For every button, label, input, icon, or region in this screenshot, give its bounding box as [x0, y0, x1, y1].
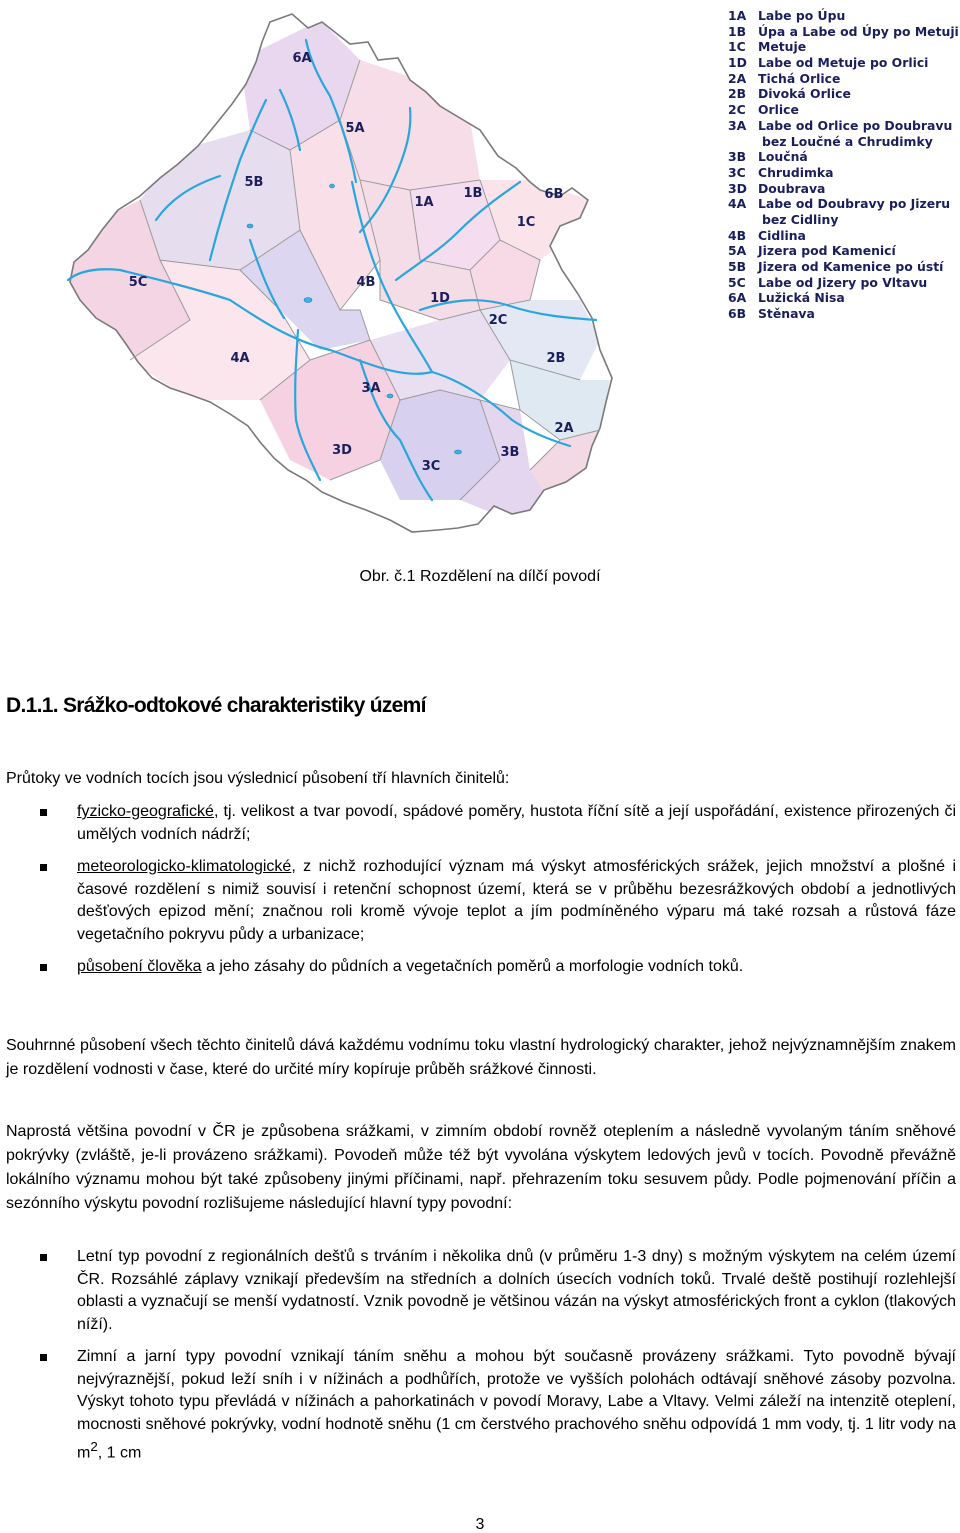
legend-row — [728, 196, 960, 212]
legend-row — [728, 212, 960, 228]
region-label-4b: 4B — [356, 275, 376, 290]
legend-code: 6A — [728, 290, 747, 306]
factor-item — [6, 956, 956, 979]
legend-code: 3D — [728, 180, 747, 196]
legend-row — [728, 243, 960, 259]
legend-code: 3B — [728, 149, 747, 165]
region-label-1b: 1B — [463, 186, 483, 201]
legend-row — [728, 275, 960, 291]
flood-type-text: Zimní a jarní typy povodní vznikají táním sněhu a mohou být současně provázeny srážkami. Tyto povodně bývají nejvýraznější, pokud leží sníh i v nížinách a podhůřích, protože ve vyšších polohách odtávají sněhové zásoby pozvolna. Výskyt tohoto typu převládá v nížinách a pahorkatinách v povodí Moravy, Labe a Vltavy. Velmi záleží na intenzitě oteplení, mocnosti sněhové pokrývky, vodní hodnotě sněhu (1 cm čerstvého prachového sněhu odpovídá 1 mm vody, tj. 1 litr vody na m — [77, 1348, 956, 1462]
legend-code: 5A — [728, 243, 747, 259]
legend-name: bez Cidliny — [762, 211, 839, 227]
region-label-5c: 5C — [128, 275, 148, 290]
legend-row — [728, 102, 960, 118]
legend-row — [728, 181, 960, 197]
legend-code: 6B — [728, 306, 747, 322]
legend-row — [728, 306, 960, 322]
legend-name: Jizera od Kamenice po ústí — [758, 259, 944, 274]
legend-code — [728, 134, 758, 150]
region-label-3a: 3A — [361, 381, 381, 396]
legend-name: Jizera pod Kamenicí — [758, 243, 896, 259]
intro-paragraph: Průtoky ve vodních tocích jsou výslednicí působení tří hlavních činitelů: — [6, 770, 510, 787]
legend-row — [728, 290, 960, 306]
bullet-icon — [40, 1254, 47, 1261]
region-label-5a: 5A — [345, 121, 365, 136]
paragraph-flood-causes: Naprostá většina povodní v ČR je způsobena srážkami, v zimním období rovněž oteplením a následně vyvolaným táním sněhové pokrývky (zvláště, je-li provázeno srážkami). Povodeň může též být vyvolána výskytem ledových jevů v tocích. Povodně převážně lokálního významu mohou být také způsobeny jinými příčinami, např. přehrazením toku sesuvem půdy. Podle pojmenování příčin a sezónního výskytu povodní rozlišujeme následující hlavní typy povodní: — [6, 1123, 956, 1212]
factors-list — [6, 801, 956, 979]
page-number: 3 — [475, 1516, 485, 1533]
factor-item — [6, 801, 956, 846]
legend-code: 3A — [728, 117, 747, 133]
legend-name: Orlice — [758, 102, 799, 118]
legend-name: Chrudimka — [758, 164, 834, 180]
legend-name: Labe od Doubravy po Jizeru — [758, 196, 951, 212]
paragraph-summary: Souhrnné působení všech těchto činitelů dává každému vodnímu toku vlastní hydrologický charakter, jehož nejvýznamnějším znakem je rozdělení vodnosti v čase, které do určité míry kopíruje průběh srážkové činnosti. — [6, 1037, 956, 1078]
legend-row — [728, 39, 960, 55]
region-label-1c: 1C — [516, 215, 536, 230]
bullet-icon — [40, 809, 47, 816]
legend-row — [728, 165, 960, 181]
factor-term: působení člověka — [77, 958, 202, 975]
factor-text: , tj. velikost a tvar povodí, spádové poměry, hustota říční sítě a její uspořádání, existence přirozených či umělých vodních nádrží; — [77, 803, 956, 843]
legend-code: 5B — [728, 259, 747, 274]
flood-types-list — [6, 1246, 956, 1465]
figure-caption: Obr. č.1 Rozdělení na dílčí povodí — [359, 568, 601, 585]
flood-type-text: Letní typ povodní z regionálních dešťů s trváním i několika dnů (v průměru 1-3 dny) s možným výskytem na celém území ČR. Rozsáhlé záplavy vznikají především na středních a dolních úsecích vodních toků. Trvalé deště postihují rozlehlejší oblasti a vyznačují se menší vydatností. Vznik povodně je většinou vázán na výskyt atmosférických front a cyklon (tlakových níží). — [77, 1248, 956, 1333]
legend-name: Labe od Metuje po Orlici — [758, 55, 929, 71]
legend-code: 1D — [728, 55, 747, 71]
flood-type-text-end: , 1 cm — [97, 1444, 142, 1462]
factor-term: fyzicko-geografické — [77, 803, 214, 820]
legend-code: 4A — [728, 196, 747, 212]
legend-name: Cidlina — [758, 227, 806, 243]
legend-row — [728, 86, 960, 102]
region-label-3c: 3C — [421, 459, 441, 474]
legend-code: 2C — [728, 102, 746, 118]
legend-code: 1A — [728, 8, 747, 23]
legend-name: Úpa a Labe od Úpy po Metuji — [758, 23, 959, 39]
legend-code: 1C — [728, 39, 746, 55]
superscript: 2 — [90, 1439, 98, 1454]
factor-text: , z nichž rozhodující význam má výskyt atmosférických srážek, jejich množství a plošné i časové rozdělení s nimiž souvisí i retenční schopnost území, která se v průběhu bezesrážkových období a jednotlivých dešťových epizod mění; značnou roli kromě vývoje teplot a jím podmíněného výparu má také rozsah a růstová fáze vegetačního pokryvu půdy a urbanizace; — [77, 858, 956, 943]
legend-row — [728, 259, 960, 275]
legend-code: 3C — [728, 164, 746, 180]
legend-code — [728, 212, 758, 228]
bullet-icon — [40, 864, 47, 871]
legend-name: bez Loučné a Chrudimky — [762, 133, 933, 149]
legend-name: Tichá Orlice — [758, 70, 841, 86]
legend-row — [728, 71, 960, 87]
flood-type-item — [6, 1246, 956, 1336]
legend-name: Lužická Nisa — [758, 290, 845, 306]
region-label-2a: 2A — [554, 421, 574, 436]
basin-map — [60, 0, 959, 555]
legend-code: 5C — [728, 274, 746, 290]
legend-code: 2B — [728, 86, 747, 102]
bullet-icon — [40, 964, 47, 971]
legend-code: 4B — [728, 227, 747, 243]
region-label-5b: 5B — [244, 175, 264, 190]
bullet-icon — [40, 1354, 47, 1361]
legend-row — [728, 134, 960, 150]
map-legend — [728, 8, 960, 322]
legend-code: 2A — [728, 70, 747, 86]
legend-name: Doubrava — [758, 180, 826, 196]
factor-term: meteorologicko-klimatologické — [77, 858, 292, 875]
region-label-2c: 2C — [488, 313, 508, 328]
section-heading: D.1.1. Srážko-odtokové charakteristiky území — [6, 694, 426, 717]
legend-name: Loučná — [758, 149, 808, 165]
region-label-2b: 2B — [546, 351, 566, 366]
legend-name: Labe po Úpu — [758, 8, 846, 23]
legend-name: Divoká Orlice — [758, 86, 851, 102]
region-label-6a: 6A — [292, 51, 312, 66]
legend-row — [728, 149, 960, 165]
region-label-3d: 3D — [332, 443, 352, 458]
basin-map-graphic — [60, 0, 660, 555]
region-label-6b: 6B — [544, 187, 564, 202]
legend-name: Labe od Orlice po Doubravu — [758, 117, 953, 133]
factor-item — [6, 856, 956, 946]
legend-row — [728, 118, 960, 134]
flood-type-item — [6, 1346, 956, 1465]
legend-code: 1B — [728, 23, 747, 39]
region-label-3b: 3B — [500, 445, 520, 460]
legend-row — [728, 8, 960, 24]
legend-row — [728, 228, 960, 244]
legend-name: Stěnava — [758, 306, 815, 322]
region-label-1d: 1D — [430, 291, 450, 306]
factor-text: a jeho zásahy do půdních a vegetačních poměrů a morfologie vodních toků. — [201, 958, 744, 975]
region-label-4a: 4A — [230, 351, 250, 366]
legend-name: Metuje — [758, 39, 807, 55]
legend-row — [728, 55, 960, 71]
legend-name: Labe od Jizery po Vltavu — [758, 274, 928, 290]
region-label-1a: 1A — [414, 195, 434, 210]
legend-row — [728, 24, 960, 40]
